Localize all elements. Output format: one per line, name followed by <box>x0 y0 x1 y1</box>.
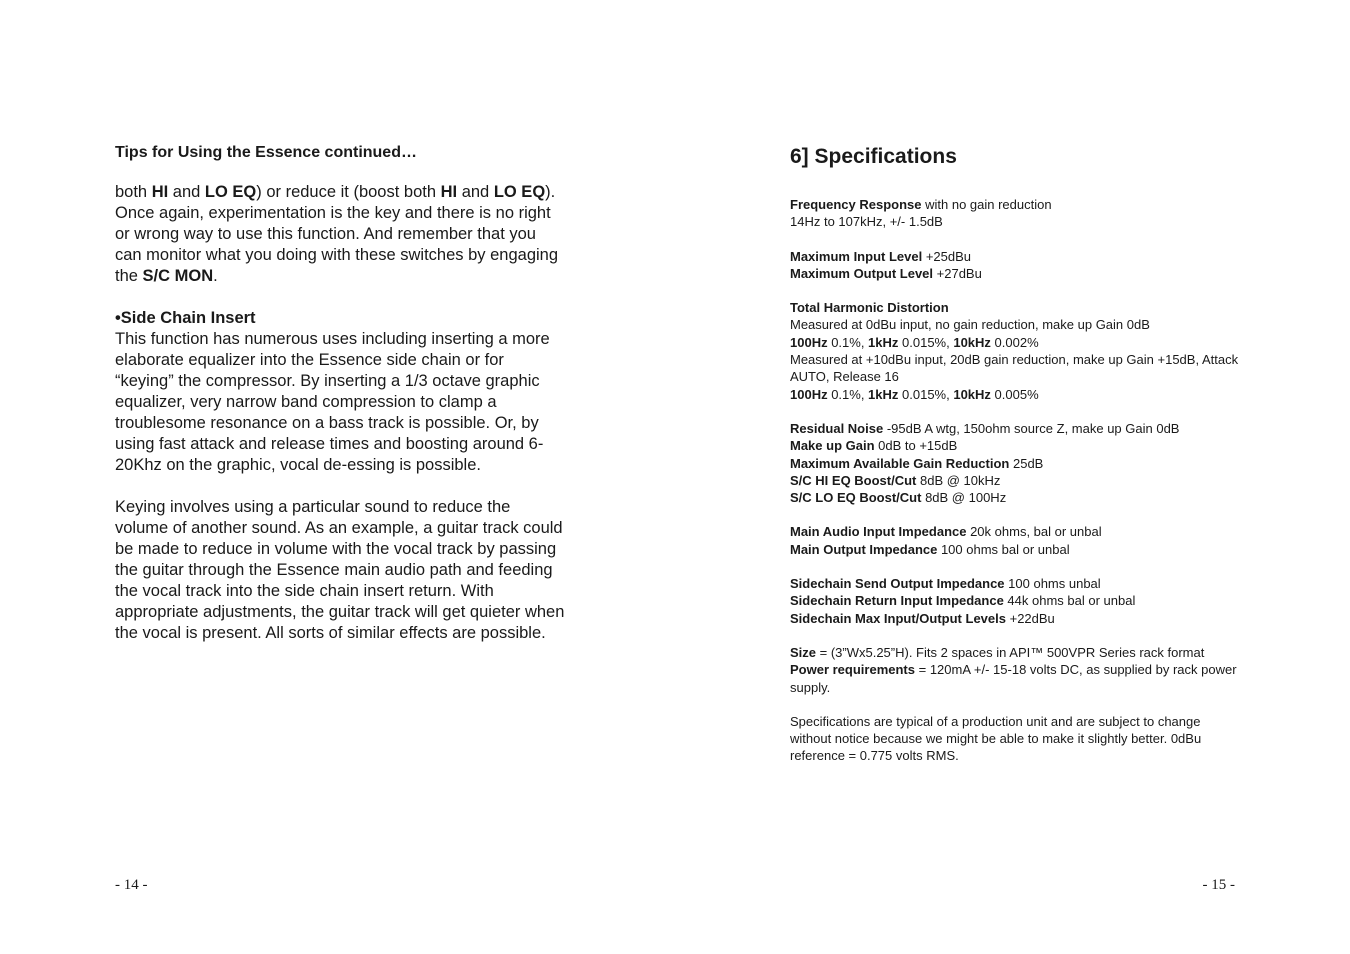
text-run: both <box>115 183 152 201</box>
text-run: ) or reduce it (boost both <box>256 183 441 201</box>
spec-sc-return <box>790 592 1240 609</box>
specifications-column <box>790 145 1240 782</box>
spec-value: 20k ohms, bal or unbal <box>966 524 1102 540</box>
spec-value: +27dBu <box>933 265 982 281</box>
text-run: and <box>457 183 494 201</box>
freq-label: 1kHz <box>868 334 899 350</box>
thd-value: 0.015%, <box>898 334 954 350</box>
spec-value: 44k ohms bal or unbal <box>1003 593 1136 609</box>
spec-sc-max <box>790 610 1240 627</box>
text-run: ). Once again, experimentation is the key and there is no right or wrong way to use this function. And remember that you can monitor what you doing with these switches by engaging the <box>115 183 559 285</box>
text-run: . <box>213 267 218 285</box>
spec-power <box>790 661 1240 696</box>
spec-label: Sidechain Send Output Impedance <box>790 576 1005 592</box>
keying-paragraph: Keying involves using a particular sound to reduce the volume of another sound. As an example, a guitar track could be made to reduce in volume with the vocal track by passing the guitar through the Essence main audio path and feeding the vocal track into the side chain insert return. With appropriate adjustments, the guitar track will get quieter when the vocal is present. All sorts of similar effects are possible. <box>115 498 565 642</box>
spec-group-sidechain <box>790 575 1240 627</box>
spec-max-output <box>790 265 1240 282</box>
freq-label: 100Hz <box>790 334 828 350</box>
spec-value: +25dBu <box>922 248 971 264</box>
thd-values-row <box>790 386 1240 403</box>
freq-label: 10kHz <box>953 386 991 402</box>
spec-sc-lo-eq <box>790 489 1240 506</box>
spec-size <box>790 644 1240 661</box>
lo-eq-term: LO EQ <box>204 183 257 201</box>
hi-term: HI <box>440 183 458 201</box>
spec-sc-hi-eq <box>790 472 1240 489</box>
spec-group-noise-gain <box>790 420 1240 506</box>
freq-label: 100Hz <box>790 386 828 402</box>
spec-label: Maximum Output Level <box>790 265 934 281</box>
spec-label: Frequency Response <box>790 197 922 212</box>
spec-value: -95dB A wtg, 150ohm source Z, make up Gain 0dB <box>883 420 1180 436</box>
spec-sc-send <box>790 575 1240 592</box>
spec-value: = (3”Wx5.25”H). Fits 2 spaces in API™ 500VPR Series rack format <box>816 644 1205 660</box>
continued-paragraph <box>115 182 565 287</box>
spec-label: S/C HI EQ Boost/Cut <box>790 472 917 488</box>
spec-value: +22dBu <box>1005 610 1055 626</box>
spec-label: Residual Noise <box>790 420 884 436</box>
spec-value: 8dB @ 10kHz <box>916 472 1001 488</box>
spec-label: Size <box>790 644 817 660</box>
spec-makeup-gain <box>790 437 1240 454</box>
spec-label: Maximum Input Level <box>790 248 923 264</box>
specifications-title: 6] Specifications <box>790 145 957 168</box>
left-column <box>115 144 565 665</box>
thd-condition: Measured at 0dBu input, no gain reduction, make up Gain 0dB <box>790 317 1150 333</box>
spec-label <box>790 299 1240 316</box>
spec-label: Main Audio Input Impedance <box>790 524 967 540</box>
thd-value: 0.1%, <box>827 386 869 402</box>
thd-value: 0.015%, <box>898 386 954 402</box>
spec-value: 100 ohms bal or unbal <box>937 541 1070 557</box>
spec-label: Power requirements <box>790 662 915 678</box>
spec-note: with no gain reduction <box>921 197 1052 212</box>
spec-frequency-response <box>790 196 1240 213</box>
spec-max-gain-reduction <box>790 455 1240 472</box>
spec-group-levels <box>790 248 1240 283</box>
spec-label: Make up Gain <box>790 438 875 454</box>
spec-value: 100 ohms unbal <box>1004 576 1101 592</box>
side-chain-paragraph: This function has numerous uses including inserting a more elaborate equalizer into the Essence side chain or for “keying” the compressor. By inserting a 1/3 octave graphic equalizer, very narrow band compression to clamp a troublesome resonance on a bass track is possible. Or, by using fast attack and release times and boosting around 6-20Khz on the graphic, vocal de-essing is possible. <box>115 330 550 474</box>
lo-eq-term: LO EQ <box>493 183 546 201</box>
side-chain-heading: •Side Chain Insert <box>115 309 256 327</box>
sc-mon-term: S/C MON <box>142 267 214 285</box>
spec-group-thd <box>790 299 1240 403</box>
spec-label: S/C LO EQ Boost/Cut <box>790 490 922 506</box>
text-run: and <box>168 183 205 201</box>
spec-disclaimer: Specifications are typical of a production unit and are subject to change without notice because we might be able to make it slightly better. 0dBu reference = 0.775 volts RMS. <box>790 713 1202 764</box>
thd-values-row <box>790 334 1240 351</box>
thd-value: 0.1%, <box>827 334 869 350</box>
freq-label: 1kHz <box>868 386 899 402</box>
page-number-left: - 14 - <box>115 877 148 893</box>
spec-value: 25dB <box>1009 455 1044 471</box>
freq-label: 10kHz <box>953 334 991 350</box>
spec-label: Sidechain Max Input/Output Levels <box>790 610 1006 626</box>
spec-value: 8dB @ 100Hz <box>921 490 1007 506</box>
side-chain-section <box>115 308 565 476</box>
page-number-right: - 15 - <box>1202 877 1235 893</box>
spec-group-physical <box>790 644 1240 696</box>
thd-label: Total Harmonic Distortion <box>790 300 949 316</box>
spec-label: Maximum Available Gain Reduction <box>790 455 1010 471</box>
spec-residual-noise <box>790 420 1240 437</box>
right-page <box>675 0 1350 954</box>
thd-value: 0.005% <box>990 386 1039 402</box>
spec-value: 14Hz to 107kHz, +/- 1.5dB <box>790 214 943 230</box>
thd-condition: Measured at +10dBu input, 20dB gain reduction, make up Gain +15dB, Attack AUTO, Release 16 <box>790 352 1239 385</box>
spec-label: Main Output Impedance <box>790 541 938 557</box>
thd-value: 0.002% <box>990 334 1039 350</box>
spec-value: 0dB to +15dB <box>874 438 958 454</box>
spec-label: Sidechain Return Input Impedance <box>790 593 1004 609</box>
spec-max-input <box>790 248 1240 265</box>
spec-value: = 120mA +/- 15-18 volts DC, as supplied by rack power supply. <box>790 662 1237 695</box>
spec-group-frequency <box>790 196 1240 231</box>
hi-term: HI <box>151 183 169 201</box>
spec-main-input-impedance <box>790 523 1240 540</box>
spec-main-output-impedance <box>790 541 1240 558</box>
tips-heading: Tips for Using the Essence continued… <box>115 144 417 161</box>
spec-group-impedance <box>790 523 1240 558</box>
